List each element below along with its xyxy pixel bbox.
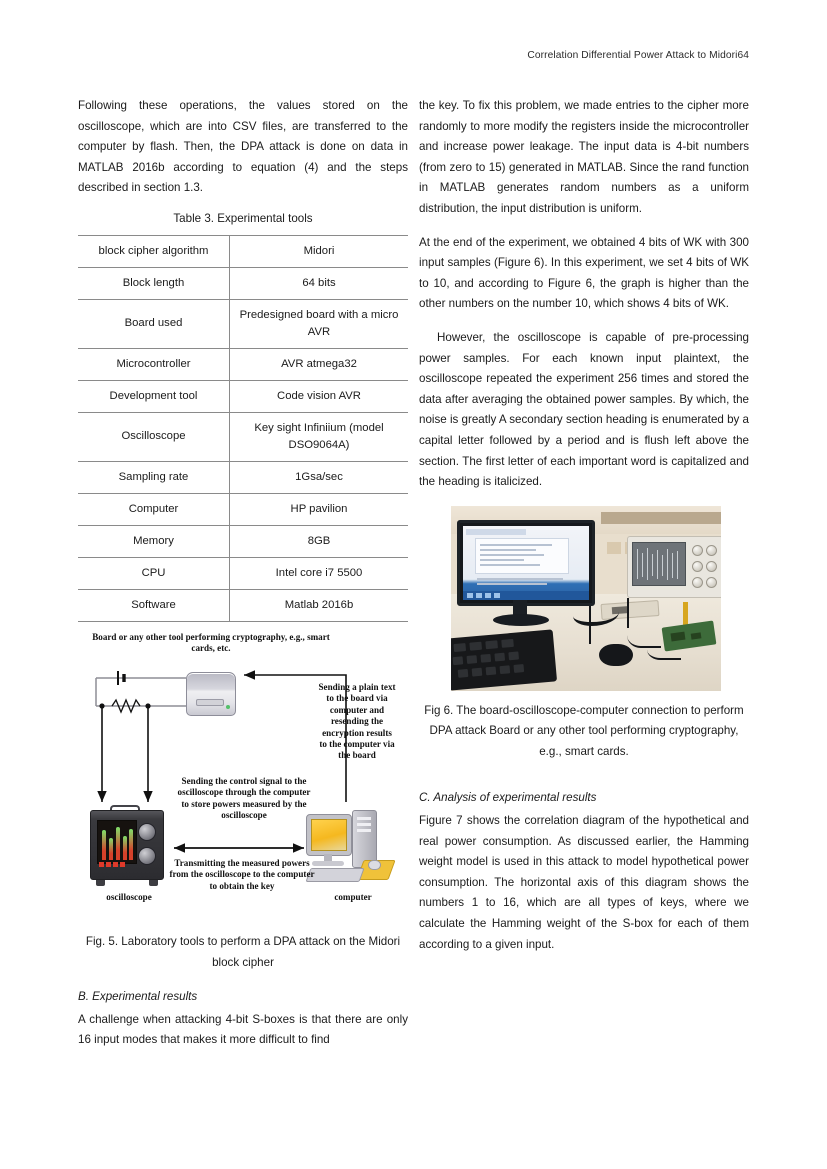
table-cell-key: Block length: [78, 267, 230, 299]
device-slot: [196, 699, 224, 706]
table-cell-value: Code vision AVR: [230, 380, 409, 412]
oscilloscope-icon: [90, 810, 164, 886]
table-row: [78, 493, 408, 525]
table-row: [78, 557, 408, 589]
table-row: [78, 589, 408, 621]
oscilloscope-foot: [149, 880, 158, 886]
figure-5-caption: Fig. 5. Laboratory tools to perform a DPA attack on the Midori block cipher: [85, 934, 401, 969]
table-cell-value: HP pavilion: [230, 493, 409, 525]
table-cell-value: 8GB: [230, 525, 409, 557]
photo-monitor-screen: [463, 526, 589, 600]
photo-oscilloscope: [627, 536, 721, 598]
oscilloscope-indicator-leds: [99, 862, 125, 867]
diagram-label-control: Sending the control signal to the oscilloscope through the computer to store powers measured by the oscilloscope: [177, 775, 311, 821]
diagram-label-board: Board or any other tool performing cryptography, e.g., smart cards, etc.: [92, 631, 330, 654]
photo-taskbar: [463, 591, 589, 600]
table-cell-value: 1Gsa/sec: [230, 461, 409, 493]
photo-window-body: [475, 538, 569, 574]
photo-shelf: [601, 512, 721, 524]
figure-6-photo: [451, 506, 721, 691]
photo-mouse: [599, 644, 633, 666]
right-paragraph-2: At the end of the experiment, we obtained 4 bits of WK with 300 input samples (Figure 6). In this experiment, we set 4 bits of WK to 10, and according to Figure 6, the graph is higher than the other numbers on the number 10, which shows 4 bits of WK.: [419, 235, 749, 311]
diagram-label-transmitting: Transmitting the measured powers from the oscilloscope to the computer to obtain the key: [169, 857, 315, 891]
table-cell-key: Development tool: [78, 380, 230, 412]
figure-5-diagram: [78, 630, 408, 920]
photo-oscilloscope-screen: [632, 542, 686, 586]
photo-wall-tile: [607, 542, 621, 554]
table-cell-value: Midori: [230, 235, 409, 267]
table-row: [78, 380, 408, 412]
photo-monitor-base: [493, 614, 549, 626]
computer-screen: [311, 819, 347, 851]
left-paragraph-2: A challenge when attacking 4-bit S-boxes is that there are only 16 input modes that makes it more difficult to find: [78, 1012, 408, 1047]
table-cell-value: Predesigned board with a micro AVR: [230, 299, 409, 348]
diagram-label-oscilloscope: oscilloscope: [106, 891, 152, 902]
table-cell-value: AVR atmega32: [230, 348, 409, 380]
table-cell-key: Oscilloscope: [78, 412, 230, 461]
table-cell-key: block cipher algorithm: [78, 235, 230, 267]
figure-6-caption: Fig 6. The board-oscilloscope-computer connection to perform DPA attack Board or any other tool performing cryptography, e.g., smart cards.: [424, 703, 744, 758]
experimental-tools-table: [78, 235, 408, 622]
table-cell-key: Sampling rate: [78, 461, 230, 493]
table-cell-key: Board used: [78, 299, 230, 348]
table-row: [78, 235, 408, 267]
table-caption: Table 3. Experimental tools: [173, 211, 313, 225]
table-cell-key: Software: [78, 589, 230, 621]
board-device-icon: [186, 672, 236, 716]
oscilloscope-foot: [96, 880, 105, 886]
section-c-heading: C. Analysis of experimental results: [419, 791, 597, 805]
table-row: [78, 299, 408, 348]
table-cell-value: 64 bits: [230, 267, 409, 299]
table-cell-value: Key sight Infiniium (model DSO9064A): [230, 412, 409, 461]
right-column: [419, 96, 749, 955]
diagram-label-plaintext: Sending a plain text to the board via computer and resending the encryption results to the computer via the board: [318, 681, 396, 761]
oscilloscope-knob: [138, 847, 156, 865]
table-cell-key: Microcontroller: [78, 348, 230, 380]
oscilloscope-screen: [97, 820, 137, 864]
table-cell-key: Memory: [78, 525, 230, 557]
photo-monitor: [457, 520, 595, 606]
table-row: [78, 348, 408, 380]
device-led-icon: [226, 705, 230, 709]
table-row: [78, 525, 408, 557]
photo-keyboard: [451, 629, 557, 690]
right-paragraph-3: However, the oscilloscope is capable of pre-processing power samples. For each known input plaintext, the oscilloscope repeated the experiment 256 times and stored the data after averaging the obtained power samples. By which, the noise is greatly A secondary section heading is enumerated by a capital letter followed by a period and is flush left above the section. The first letter of each important word is capitalized and the heading is italicized.: [419, 330, 749, 489]
running-header: Correlation Differential Power Attack to Midori64: [527, 50, 749, 61]
left-column: [78, 96, 408, 1051]
table-cell-value: Matlab 2016b: [230, 589, 409, 621]
table-cell-value: Intel core i7 5500: [230, 557, 409, 589]
photo-window-titlebar: [466, 529, 526, 535]
table-cell-key: Computer: [78, 493, 230, 525]
oscilloscope-knob: [138, 823, 156, 841]
oscilloscope-body: [90, 810, 164, 880]
computer-mouse: [368, 860, 381, 870]
right-paragraph-4: Figure 7 shows the correlation diagram of the hypothetical and real power consumption. As discussed earlier, the Hamming weight model is used in this attack to model hypothetical power consumption. The horizontal axis of this diagram shows the numbers 1 to 16, which are all types of keys, where we calculate the Hamming weight of the S-box for each of them according to a given input.: [419, 814, 749, 951]
diagram-label-computer: computer: [334, 891, 372, 902]
table-row: [78, 412, 408, 461]
table-row: [78, 267, 408, 299]
right-paragraph-1: the key. To fix this problem, we made entries to the cipher more randomly to more modify the registers inside the microcontroller and increase power leakage. The input data is 4-bit numbers (from zero to 15) generated in MATLAB. Since the rand function in MATLAB generates random numbers as a uniform distribution, the input distribution is uniform.: [419, 99, 749, 215]
left-paragraph-1: Following these operations, the values stored on the oscilloscope, which are into CSV files, are transferred to the computer by flash. Then, the DPA attack is done on data in MATLAB 2016b according to equation (4) and the steps described in section 1.3.: [78, 99, 408, 195]
table-cell-key: CPU: [78, 557, 230, 589]
section-b-heading: B. Experimental results: [78, 990, 198, 1004]
table-row: [78, 461, 408, 493]
